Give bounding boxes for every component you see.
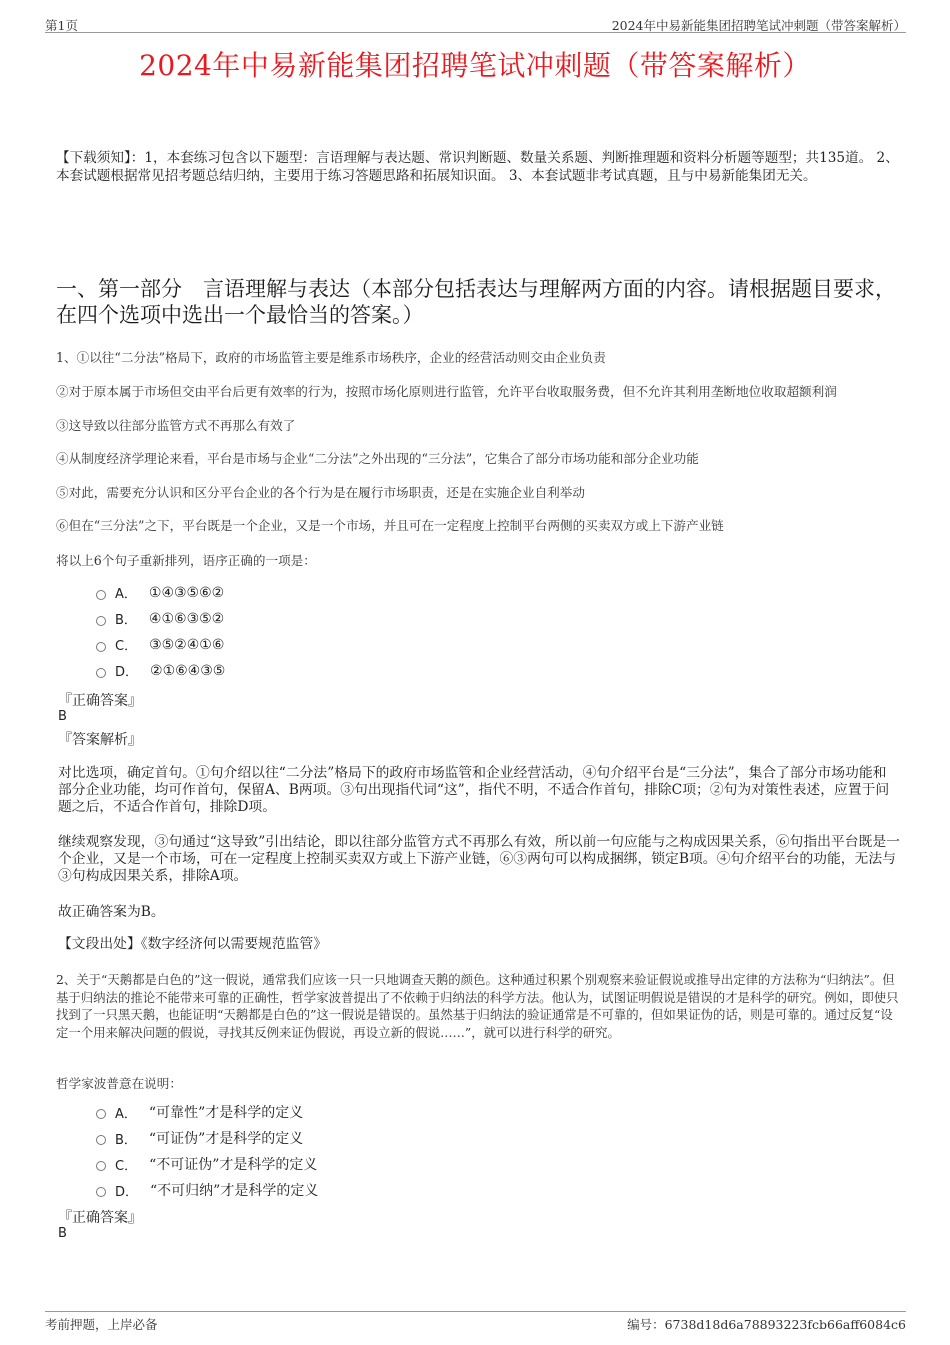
option-text: “可靠性”才是科学的定义 — [148, 1105, 304, 1121]
option-text: “不可证伪”才是科学的定义 — [149, 1157, 318, 1173]
q2-option-d[interactable] — [96, 1180, 318, 1200]
q1-analysis-label: 『答案解析』 — [58, 732, 142, 748]
q2-answer: B — [58, 1226, 67, 1241]
q1-sentence-5: ⑤对此，需要充分认识和区分平台企业的各个行为是在履行市场职责，还是在实施企业自利举动 — [56, 485, 585, 500]
q1-option-c[interactable] — [96, 635, 224, 654]
radio-icon[interactable] — [96, 642, 106, 652]
radio-icon[interactable] — [96, 590, 106, 600]
page-header — [45, 14, 906, 33]
option-text: ④①⑥③⑤② — [148, 610, 225, 627]
radio-icon[interactable] — [96, 1135, 106, 1145]
q1-sentence-2: ②对于原本属于市场但交由平台后更有效率的行为，按照市场化原则进行监管，允许平台收取服务费，但不允许其利用垄断地位收取超额利润 — [56, 384, 837, 399]
q2-answer-label: 『正确答案』 — [58, 1210, 142, 1226]
option-letter: B． — [115, 1132, 137, 1148]
radio-icon[interactable] — [96, 1161, 106, 1171]
q2-option-c[interactable] — [96, 1154, 317, 1174]
q2-option-b[interactable] — [96, 1128, 303, 1148]
option-letter: A． — [115, 587, 137, 602]
q1-conclusion: 故正确答案为B。 — [58, 904, 165, 920]
q1-sentence-4: ④从制度经济学理论来看，平台是市场与企业“二分法”之外出现的“三分法”，它集合了部分市场功能和部分企业功能 — [56, 451, 699, 466]
q2-stem: 2、关于“天鹅都是白色的”这一假说，通常我们应该一只一只地调查天鹅的颜色。这种通过积累个别观察来验证假说或推导出定律的方法称为“归纳法”。但基于归纳法的推论不能带来可靠的正确性，哲学家波普提出了不依赖于归纳法的科学方法。他认为，试图证明假说是错误的才是科学的研究。例如，即使只找到了一只黑天鹅，也能证明“天鹅都是白色的”这一假说是错误的。虽然基于归纳法的验证通常是不可靠的，但如果证伪的话，则是可靠的。通过反复“设定一个用来解决问题的假说，寻找其反例来证伪假说，再设立新的假说……”，就可以进行科学的研究。 — [56, 972, 899, 1040]
footer-doc-id: 编号：6738d18d6a78893223fcb66aff6084c6 — [627, 1317, 906, 1332]
q1-sentence-3: ③这导致以往部分监管方式不再那么有效了 — [56, 418, 296, 433]
option-letter: C． — [115, 1158, 138, 1174]
q1-option-a[interactable] — [96, 583, 224, 602]
option-letter: D． — [115, 665, 139, 680]
radio-icon[interactable] — [96, 668, 106, 678]
option-text: “不可归纳”才是科学的定义 — [150, 1183, 319, 1199]
option-letter: B． — [115, 613, 137, 628]
q1-option-b[interactable] — [96, 609, 224, 628]
option-text: ③⑤②④①⑥ — [149, 636, 225, 653]
document-title: 2024年中易新能集团招聘笔试冲刺题（带答案解析） — [139, 49, 811, 82]
footer-slogan: 考前押题，上岸必备 — [45, 1317, 158, 1332]
option-text: “可证伪”才是科学的定义 — [148, 1131, 304, 1147]
q1-prompt: 将以上6个句子重新排列，语序正确的一项是： — [56, 553, 316, 568]
option-letter: A． — [115, 1106, 137, 1122]
q1-answer: B — [58, 709, 67, 724]
q2-prompt: 哲学家波普意在说明： — [56, 1076, 182, 1091]
q1-source: 【文段出处】《数字经济何以需要规范监管》 — [58, 936, 328, 952]
q1-stem: 1、①以往“二分法”格局下，政府的市场监管主要是维系市场秩序，企业的经营活动则交由企业负责 — [56, 350, 606, 365]
radio-icon[interactable] — [96, 616, 106, 626]
option-letter: D． — [115, 1184, 139, 1200]
page-number: 第1页 — [45, 18, 78, 33]
option-text: ①④③⑤⑥② — [148, 584, 225, 601]
radio-icon[interactable] — [96, 1109, 106, 1119]
q1-analysis-para-1: 对比选项，确定首句。①句介绍以往“二分法”格局下的政府市场监管和企业经营活动，④句介绍平台是“三分法”，集合了部分市场功能和部分企业功能，均可作首句，保留A、B两项。③句出现指代词“这”，指代不明，不适合作首句，排除C项；②句为对策性表述，应置于问题之后，不适合作首句，排除D项。 — [58, 765, 890, 816]
option-text: ②①⑥④③⑤ — [150, 662, 226, 679]
q1-sentence-6: ⑥但在“三分法”之下，平台既是一个企业，又是一个市场，并且可在一定程度上控制平台两侧的买卖双方或上下游产业链 — [56, 518, 724, 533]
q1-analysis-para-2: 继续观察发现，③句通过“这导致”引出结论，即以往部分监管方式不再那么有效，所以前一句应能与之构成因果关系，⑥句指出平台既是一个企业，又是一个市场，可在一定程度上控制买卖双方或上下游产业链，⑥③两句可以构成捆绑，锁定B项。④句介绍平台的功能，无法与③句构成因果关系，排除A项。 — [58, 834, 900, 885]
q1-answer-label: 『正确答案』 — [58, 693, 142, 709]
q2-option-a[interactable] — [96, 1102, 303, 1122]
header-doc-title: 2024年中易新能集团招聘笔试冲刺题（带答案解析） — [611, 18, 906, 33]
download-notice: 【下载须知】：1，本套练习包含以下题型：言语理解与表达题、常识判断题、数量关系题、判断推理题和资料分析题等题型；共135道。 2、本套试题根据常见招考题总结归纳，主要用于练习答题思路和拓展知识面。 3、本套试题非考试真题，且与中易新能集团无关。 — [56, 150, 899, 184]
section-title: 一、第一部分 言语理解与表达（本部分包括表达与理解两方面的内容。请根据题目要求，在四个选项中选出一个最恰当的答案。） — [56, 277, 896, 327]
option-letter: C． — [115, 639, 138, 654]
radio-icon[interactable] — [96, 1187, 106, 1197]
q1-option-d[interactable] — [96, 661, 225, 680]
page-footer — [45, 1311, 906, 1332]
